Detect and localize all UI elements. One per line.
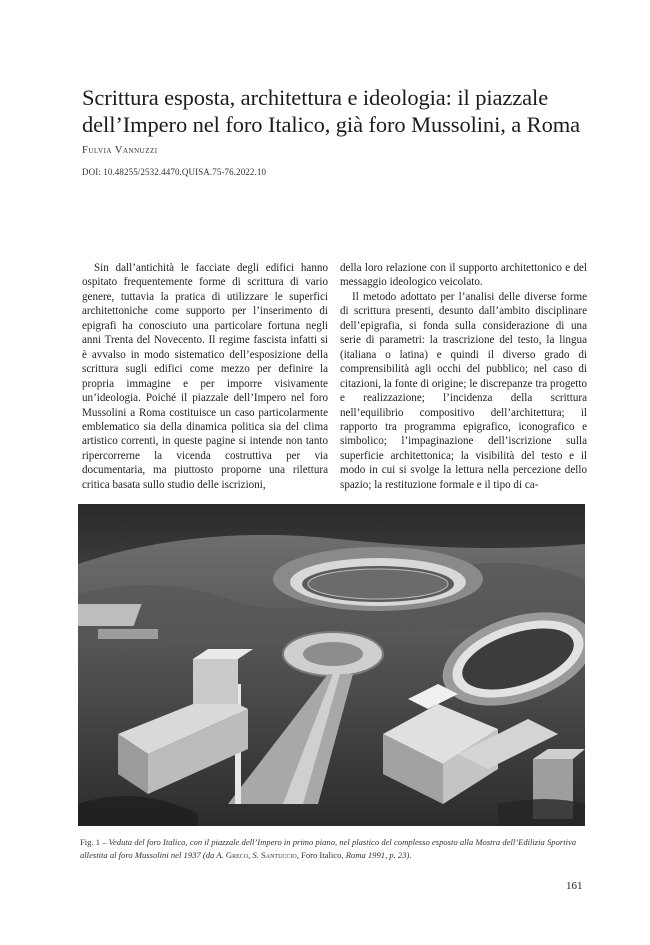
body-paragraph: Il metodo adottato per l’analisi delle diverse forme di scrittura presenti, desunto dall’ambito disciplinare dell’epigrafia, si fonda sulla considerazione di una serie di parametri: la trascrizione del testo, la lingua (italiana o latina) e quindi il diverso grado di comprensibilità agli occhi del pubblico; nel caso di citazioni, la fonte di origine; le discrepanze tra progetto e realizzazione; l’incidenza della scrittura nell’equilibrio compositivo dell’architettura; il rapporto tra programma epigrafico, iconografico e simbolico; l’impaginazione dell’iscrizione sulla superficie architettonica; la visibilità del testo e il modo in cui si svolge la lettura nella percezione dello spazio; la restituzione formale e il tipo di ca- [340,290,587,491]
page-number: 161 [566,880,583,892]
caption-text: Veduta del foro Italico, con il piazzale dell’Impero in primo piano, nel plastico del complesso esposto alla Mostra dell’Edilizia Sportiva allestita al foro Mussolini nel 1937 (da A. [80,837,577,860]
caption-reference: Roma 1991, p. 23). [345,849,412,860]
caption-label: Fig. 1 – [80,837,109,847]
body-paragraph: della loro relazione con il supporto architettonico e del messaggio ideologico veicolato. [340,262,587,289]
body-paragraph: Sin dall’antichità le facciate degli edifici hanno ospitato frequentemente forme di scrittura di vario genere, tuttavia la pratica di utilizzare le superfici architettoniche come supporto per l’inserimento di epigrafi ha conosciuto una particolare fortuna negli anni Trenta del Novecento. Il regime fascista infatti si è avvalso in modo sistematico dell’esposizione della scrittura sugli edifici come mezzo per definire la propria immagine e per imporre visivamente un’ideologia. Poiché il piazzale dell’Impero nel foro Mussolini a Roma costituisce un caso particolarmente emblematico sia della dinamica politica sia del clima artistico correnti, in queste pagine si intende non tanto ripercorrerne la vicenda costruttiva per via documentaria, ma piuttosto proporne una rilettura critica basata sullo studio delle iscrizioni, [82,262,328,491]
article-author: Fulvia Vannuzzi [82,145,158,156]
caption-author: Santuccio [260,849,297,860]
body-column-left [82,261,328,492]
article-title: Scrittura esposta, architettura e ideologia: il piazzale dell’Impero nel foro Italico, già foro Mussolini, a Roma [82,85,581,137]
caption-author: Greco [225,849,249,860]
figure-caption [80,836,590,861]
body-column-right [340,261,587,492]
article-doi: DOI: 10.48255/2532.4470.QUISA.75-76.2022.10 [82,167,267,177]
figure-photo [78,504,585,826]
caption-separator: , S. [248,849,261,860]
caption-book-title: , Foro Italico, [296,849,346,860]
architectural-model-photo [78,504,585,826]
